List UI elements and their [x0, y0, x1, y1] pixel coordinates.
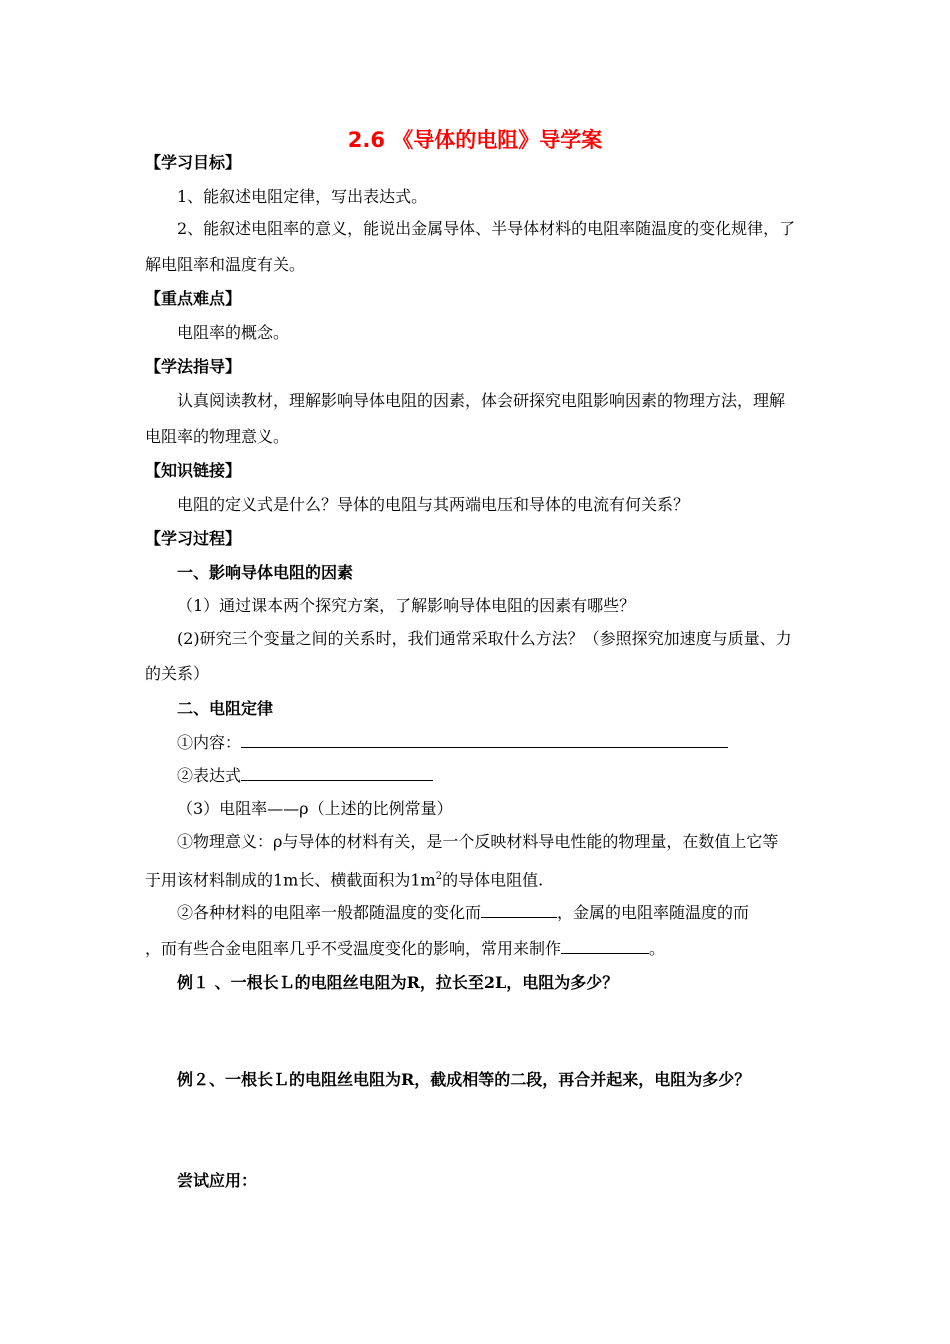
meaning-line-2 — [145, 866, 543, 891]
expression-blank[interactable] — [241, 764, 433, 781]
process-heading: 【学习过程】 — [145, 529, 242, 548]
content-row — [177, 731, 728, 754]
method-text-line-1: 认真阅读教材，理解影响导体电阻的因素，体会研探究电阻影响因素的物理方法，理解 — [177, 391, 786, 410]
expression-label: ②表达式 — [177, 766, 242, 785]
knowledge-link-heading: 【知识链接】 — [145, 461, 242, 480]
temperature-line-1 — [177, 901, 749, 924]
resistivity-line: （3）电阻率——ρ（上述的比例常量） — [177, 799, 453, 818]
try-apply-heading: 尝试应用： — [177, 1171, 258, 1190]
content-blank[interactable] — [241, 731, 728, 748]
meaning-superscript: 2 — [435, 871, 443, 882]
meaning-text-b: 的导体电阻值. — [442, 870, 544, 890]
expression-row — [177, 764, 433, 787]
example-1: 例１ 、一根长Ｌ的电阻丝电阻为R，拉长至2L，电阻为多少？ — [177, 973, 619, 992]
key-points-text: 电阻率的概念。 — [177, 323, 290, 342]
example-2: 例２、一根长Ｌ的电阻丝电阻为R，截成相等的二段，再合并起来，电阻为多少？ — [177, 1070, 751, 1089]
alloy-text: ，而有些合金电阻率几乎不受温度变化的影响，常用来制作 — [145, 939, 562, 958]
method-heading: 【学法指导】 — [145, 357, 242, 376]
alloy-period: 。 — [649, 939, 666, 958]
key-points-heading: 【重点难点】 — [145, 289, 242, 308]
meaning-line-1: ①物理意义：ρ与导体的材料有关，是一个反映材料导电性能的物理量，在数值上它等 — [177, 832, 779, 851]
objective-item-2-line-2: 解电阻率和温度有关。 — [145, 255, 306, 274]
question-2-line-1: (2)研究三个变量之间的关系时，我们通常采取什么方法？（参照探究加速度与质量、力 — [177, 629, 792, 648]
objective-item-1: 1、能叙述电阻定律，写出表达式。 — [177, 187, 428, 206]
alloy-blank[interactable] — [561, 937, 649, 954]
question-2-line-2: 的关系） — [145, 664, 210, 683]
objective-item-2-line-1: 2、能叙述电阻率的意义，能说出金属导体、半导体材料的电阻率随温度的变化规律，了 — [177, 219, 796, 238]
temperature-blank-1[interactable] — [481, 901, 557, 918]
objectives-heading: 【学习目标】 — [145, 153, 242, 172]
method-text-line-2: 电阻率的物理意义。 — [145, 427, 290, 446]
page-title: 2.6 《导体的电阻》导学案 — [347, 128, 603, 152]
meaning-text-a: 于用该材料制成的1m长、横截面积为1m — [145, 870, 436, 890]
part2-title: 二、电阻定律 — [177, 699, 274, 718]
knowledge-link-text: 电阻的定义式是什么？导体的电阻与其两端电压和导体的电流有何关系？ — [177, 495, 690, 514]
content-label: ①内容： — [177, 733, 242, 752]
temperature-line-2 — [145, 937, 665, 960]
temperature-text-a: ②各种材料的电阻率一般都随温度的变化而 — [177, 903, 482, 922]
temperature-text-b: ，金属的电阻率随温度的而 — [557, 903, 750, 922]
part1-title: 一、影响导体电阻的因素 — [177, 563, 354, 582]
question-1: （1）通过课本两个探究方案，了解影响导体电阻的因素有哪些？ — [177, 596, 636, 615]
